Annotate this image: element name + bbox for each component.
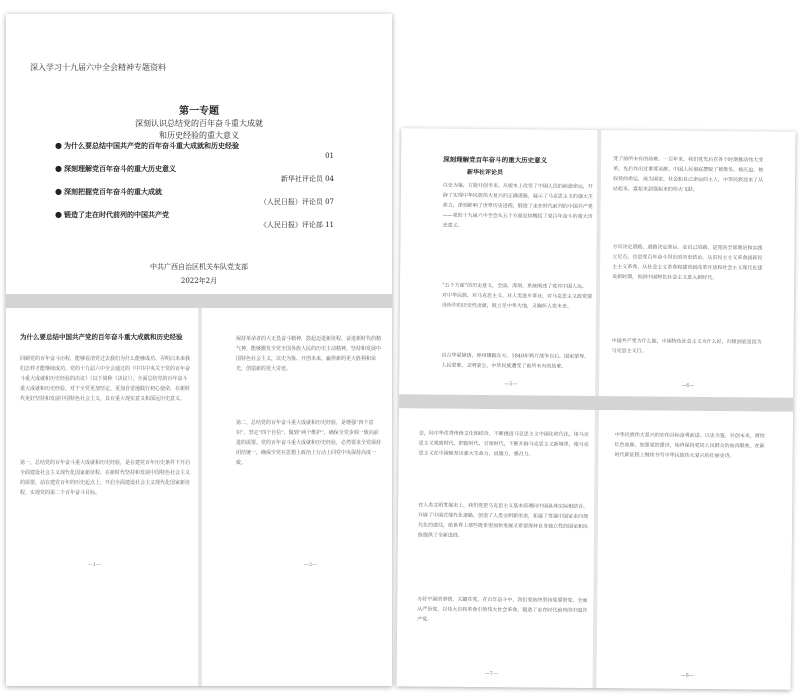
series-header: 深入学习十九届六中全会精神专题资料 — [30, 63, 166, 72]
paragraph: 在人类文明发展史上，我们党把马克思主义基本原理同中国具体实际相结合，开辟了中国式现代化道路，创造了人类文明新形态，拓展了发展中国家走向现代化的途径，给世界上那些既希望加快发展又希望保持自身独立性的国家和民族提供了全新选择。 — [417, 502, 589, 539]
bullet-icon: ● — [55, 164, 62, 173]
fold-divider — [6, 294, 392, 308]
document-sheet-2 — [397, 128, 796, 689]
paragraph: 中华民族伟大复兴的宏伟目标奋勇前进。以史为鉴，开创未来，赓续红色血脉，加强党的建设，始终保持党同人民群众的血肉联系，在新时代新征程上继续书写中华民族伟大复兴的壮丽史诗。 — [614, 432, 765, 460]
toc-item-title: 锻造了走在时代前列的中国共产党 — [64, 210, 169, 219]
page-number: —8— — [680, 672, 694, 679]
paragraph: 保持革命者的大无畏奋斗精神，鼓起迈进新征程、奋进新时代的精气神，能够激发全党全国各族人民的历史主动精神，坚持和发展中国特色社会主义，以史为鉴、开创未来，赢得新的更大胜利和荣光，创造新的更大奇迹。 — [236, 336, 382, 372]
page-1 — [6, 308, 198, 686]
toc-item-ref: 新华社评论员 04 — [280, 175, 334, 183]
page-number: —2— — [304, 562, 318, 568]
document-sheet-1 — [6, 14, 392, 686]
toc-item-title: 深刻把握党百年奋斗的重大成就 — [64, 187, 162, 196]
paragraph: 以史为鉴，方能开创未来。从根本上改变了中国人民的前途命运，开辟了实现中华民族伟大复兴的正确道路，展示了马克思主义的强大生命力，深刻影响了世界历史进程，锻造了走在时代前列的中国共产党——党的十九届六中全会从五个方面总结概括了党百年奋斗的重大历史意义。 — [442, 182, 593, 229]
page-number: —6— — [681, 382, 695, 389]
cover-page — [6, 14, 392, 294]
page-number: —1— — [88, 562, 102, 568]
page-number: —7— — [484, 671, 498, 678]
paragraph: 第一，总结党的百年奋斗重大成就和历史经验，是在建党百年历史条件下开启全面建设社会主义现代化国家新征程、在新时代坚持和发展中国特色社会主义的需要。站在建党百年的历史起点上，开启全面建设社会主义现代化国家新征程，实现党的第二个百年奋斗目标。 — [20, 460, 191, 496]
paragraph: 自古华夏锦绣，神州雄踞东方。1840年鸦片战争以后，国家蒙辱、人民蒙难、文明蒙尘，中华民族遭受了前所未有的劫难。 — [441, 352, 590, 370]
page-number: —5— — [504, 381, 518, 388]
toc-item — [55, 210, 334, 230]
page-7 — [397, 408, 595, 688]
article-title: 为什么要总结中国共产党的百年奋斗重大成就和历史经验 — [20, 333, 183, 341]
publish-date: 2022年2月 — [180, 277, 218, 285]
toc-item-ref: 01 — [325, 152, 334, 160]
paragraph: 中国共产党为什么能，中国特色社会主义为什么好，归根到底是因为马克思主义行。 — [611, 338, 762, 355]
paragraph: 方向决定道路，道路决定命运。走自己的路，是党的全部理论和实践立足点，也是党百年奋斗得出的历史结论。从旧民主主义革命到新民主主义革命，从社会主义革命和建设到改革开放和社会主义现代化建设新时期，再到中国特色社会主义进入新时代。 — [612, 244, 763, 282]
page-8 — [597, 410, 793, 690]
subtitle-line-1: 深刻认识总结党的百年奋斗重大成就 — [135, 119, 263, 128]
toc-item-title: 为什么要总结中国共产党的百年奋斗重大成就和历史经验 — [64, 141, 239, 150]
paragraph: “五个方面”的历史意义，全面、深刻、系统阐述了党对中国人民、对中华民族、对马克思主义、对人类进步事业、对马克思主义政党建设所作的历史性贡献，既立足中华大地，又胸怀人类未来。 — [441, 282, 593, 310]
table-of-contents — [55, 141, 334, 233]
paragraph: 会，同中华优秀传统文化相结合，不断推进马克思主义中国化时代化，用马克思主义观察时代、把握时代、引领时代，不断开辟马克思主义新境界，使马克思主义在中国焕发出强大生命力、说服力、感召力。 — [418, 430, 589, 458]
toc-item-title: 深刻理解党百年奋斗的重大历史意义 — [64, 164, 176, 173]
bullet-icon: ● — [55, 187, 62, 196]
bullet-icon: ● — [55, 210, 62, 219]
page-6 — [599, 130, 795, 398]
bullet-icon: ● — [55, 141, 62, 150]
toc-item-ref: 《人民日报》评论部 11 — [259, 221, 334, 229]
paragraph: 回顾党的百年奋斗历程，能够看清党过去我们为什么能够成功、弄明白未来我们怎样才能继续成功。党的十九届六中全会通过的《中共中央关于党的百年奋斗重大成就和历史经验的决议》（以下简称《决议》），全面总结党的百年奋斗重大成就和历史经验，对于全党更加坚定、更加自觉地践行初心使命，在新时代更好坚持和发展中国特色社会主义，具有重大现实意义和深远历史意义。 — [20, 356, 191, 402]
topic-title: 第一专题 — [179, 106, 219, 117]
subtitle-line-2: 和历史经验的重大意义 — [159, 131, 239, 140]
paragraph: 办好中国的事情，关键在党。在百年奋斗中，我们党始终坚持党要管党、全面从严治党，以伟大自我革命引领伟大社会革命，锻造了走在时代前列的中国共产党。 — [417, 596, 588, 623]
page-gutter — [198, 308, 202, 686]
toc-item-ref: （人民日报）评论员 07 — [259, 198, 334, 206]
paragraph: 受了前所未有的劫难。一百年来，我们党先后在各个时期推动伟大变革，先后作出过重要贡献。中国人民彻底摆脱了被欺负、被压迫、被奴役的命运，成为国家、社会和自己命运的主人，中华民族迎来了从站起来、富起来到强起来的伟大飞跃。 — [612, 156, 764, 193]
toc-item — [55, 187, 334, 207]
page-2 — [202, 308, 392, 686]
organization-name: 中共广西自治区机关车队党支部 — [150, 263, 248, 271]
article-title: 深刻理解党百年奋斗的重大历史意义 — [443, 155, 548, 165]
page-5 — [399, 128, 597, 396]
toc-item — [55, 141, 334, 161]
article-author: 新华社评论员 — [467, 168, 504, 177]
toc-item — [55, 164, 334, 184]
paragraph: 第二，总结党的百年奋斗重大成就和历史经验，是增强“四个意识”、坚定“四个自信”、做到“两个维护”，确保全党步调一致向前进的需要。党的百年奋斗重大成就和历史经验，必然要求全党保持团结统一，确保全党在思想上政治上行动上同党中央保持高度一致。 — [236, 420, 382, 466]
